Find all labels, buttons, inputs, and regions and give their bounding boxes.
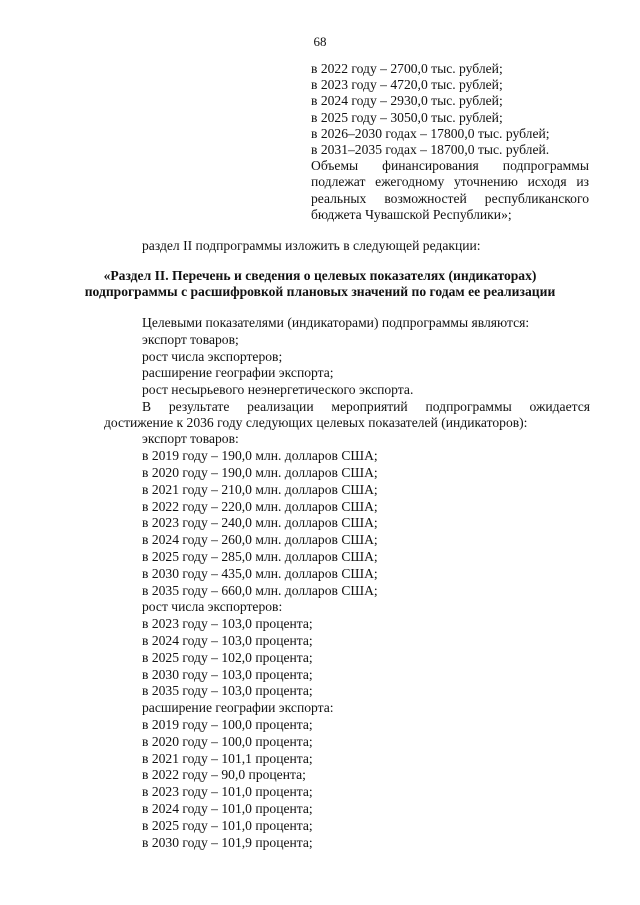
list-item: в 2021 году – 101,1 процента;	[142, 750, 313, 766]
indicator-item: рост несырьевого неэнергетического экспорта.	[142, 382, 414, 398]
list-item: в 2021 году – 210,0 млн. долларов США;	[142, 481, 378, 497]
export-goods-list	[104, 431, 590, 599]
funding-line: в 2022 году – 2700,0 тыс. рублей;	[311, 61, 503, 76]
list-item: в 2022 году – 220,0 млн. долларов США;	[142, 498, 378, 514]
exporters-growth-list	[104, 599, 590, 700]
geography-list	[104, 700, 590, 851]
funding-line: в 2025 году – 3050,0 тыс. рублей;	[311, 109, 503, 125]
list-item: в 2023 году – 103,0 процента;	[142, 616, 313, 632]
list-item: в 2019 году – 100,0 процента;	[142, 716, 313, 732]
section-heading-line-2: подпрограммы с расшифровкой плановых значений по годам ее реализации	[84, 284, 556, 300]
list-item: в 2020 году – 190,0 млн. долларов США;	[142, 464, 378, 480]
list-item: в 2030 году – 435,0 млн. долларов США;	[142, 565, 378, 581]
list-item: в 2030 году – 103,0 процента;	[142, 666, 313, 682]
list-item: в 2035 году – 660,0 млн. долларов США;	[142, 582, 378, 598]
indicators-intro: Целевыми показателями (индикаторами) подпрограммы являются:	[142, 315, 530, 330]
list-item: в 2022 году – 90,0 процента;	[142, 767, 306, 783]
indicator-item: рост числа экспортеров;	[142, 348, 283, 364]
exporters-growth-label: рост числа экспортеров:	[142, 599, 283, 615]
list-item: в 2023 году – 101,0 процента;	[142, 784, 313, 800]
list-item: в 2024 году – 260,0 млн. долларов США;	[142, 532, 378, 548]
funding-note: Объемы финансирования подпрограммы подлежат ежегодному уточнению исходя из реальных возможностей республиканского бюджета Чувашской Республики»;	[311, 158, 589, 222]
funding-line: в 2031–2035 годах – 18700,0 тыс. рублей.	[311, 141, 550, 157]
page-number: 68	[313, 34, 327, 49]
list-item: в 2019 году – 190,0 млн. долларов США;	[142, 448, 378, 464]
list-item: в 2024 году – 103,0 процента;	[142, 632, 313, 648]
funding-line: в 2024 году – 2930,0 тыс. рублей;	[311, 93, 503, 109]
export-goods-label: экспорт товаров:	[142, 431, 239, 447]
funding-line: в 2026–2030 годах – 17800,0 тыс. рублей;	[311, 125, 550, 141]
instruction-text: раздел II подпрограммы изложить в следующей редакции:	[142, 238, 481, 253]
list-item: в 2030 году – 101,9 процента;	[142, 834, 313, 850]
expected-result: В результате реализации мероприятий подпрограммы ожидается достижение к 2036 году следующих целевых показателей (индикаторов):	[104, 398, 590, 431]
list-item: в 2023 году – 240,0 млн. долларов США;	[142, 515, 378, 531]
list-item: в 2025 году – 102,0 процента;	[142, 649, 313, 665]
section-heading-line-1: «Раздел II. Перечень и сведения о целевых показателях (индикаторах)	[103, 268, 537, 283]
indicator-item: расширение географии экспорта;	[142, 365, 334, 381]
section-body	[104, 315, 590, 851]
funding-line: в 2023 году – 4720,0 тыс. рублей;	[311, 77, 503, 93]
list-item: в 2035 году – 103,0 процента;	[142, 683, 313, 699]
list-item: в 2025 году – 285,0 млн. долларов США;	[142, 548, 378, 564]
geography-label: расширение географии экспорта:	[142, 700, 334, 716]
funding-block	[311, 61, 589, 223]
list-item: в 2020 году – 100,0 процента;	[142, 733, 313, 749]
section-heading	[0, 268, 640, 301]
list-item: в 2025 году – 101,0 процента;	[142, 817, 313, 833]
indicators-list	[104, 332, 590, 399]
indicator-item: экспорт товаров;	[142, 331, 239, 347]
list-item: в 2024 году – 101,0 процента;	[142, 800, 313, 816]
